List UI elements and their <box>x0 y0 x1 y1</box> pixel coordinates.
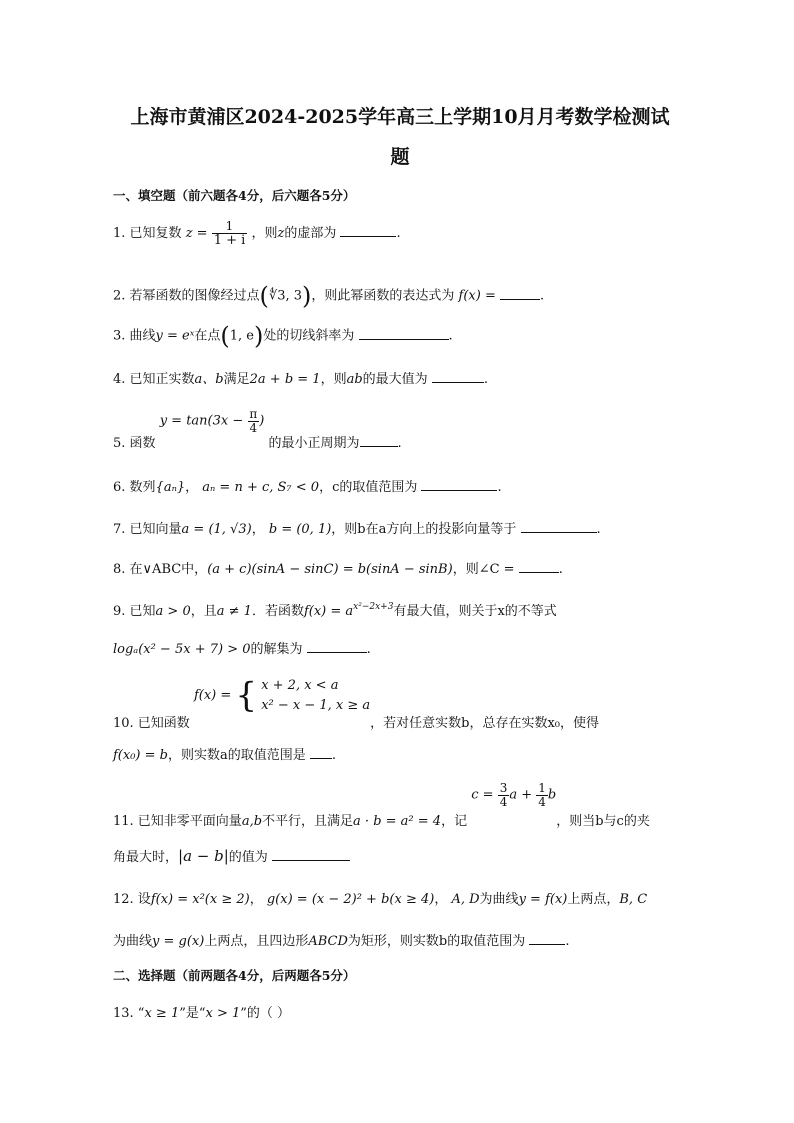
q2-paren-open: ( <box>259 282 269 310</box>
page-title: 上海市黄浦区2024-2025学年高三上学期10月月考数学检测试 <box>130 106 670 128</box>
question-9-line2 <box>113 638 371 657</box>
question-12 <box>113 888 647 907</box>
q6-end: . <box>497 480 502 495</box>
q11-line2-post: 的值为 <box>228 850 268 865</box>
q12-mid: 为曲线 <box>479 892 519 907</box>
q11-vectors: a,b <box>241 813 263 829</box>
q1-end: . <box>396 226 401 242</box>
question-9 <box>113 600 557 619</box>
q12-yf: y = f(x) <box>518 892 568 907</box>
q4-cond: 2a + b = 1 <box>249 372 321 387</box>
question-7 <box>113 518 601 537</box>
q9-post2: 的解集为 <box>250 642 303 657</box>
q6-prefix: 6. 数列 <box>113 480 156 495</box>
question-6 <box>113 476 502 495</box>
q6-cond: aₙ = n + c, S₇ < 0 <box>202 480 320 495</box>
q10-line2-expr: f(x₀) = b <box>113 748 168 763</box>
q7-end: . <box>596 522 601 537</box>
q5-prefix: 5. 函数 <box>113 435 156 451</box>
q7-vector-b: b = (0, 1) <box>268 522 332 537</box>
question-13 <box>113 1002 290 1021</box>
q8-expr: (a + c)(sinA − sinC) = b(sinA − sinB) <box>207 562 453 577</box>
q1-fraction <box>212 220 248 247</box>
q11-abs: |a − b| <box>178 847 229 865</box>
q10-cases <box>261 676 370 715</box>
q12-sep2: ， <box>434 892 448 907</box>
q9-exponent: x²−2x+3 <box>353 602 394 612</box>
q3-paren-open: ( <box>220 322 230 350</box>
q4-prefix: 4. 已知正实数 <box>113 372 195 387</box>
q11-tail: ，则当b与c的夹 <box>556 813 650 829</box>
q13-cond2: x > 1 <box>205 1006 241 1021</box>
q13-prefix: 13. “ <box>113 1006 145 1021</box>
q9-end: . <box>366 642 371 657</box>
q8-post: ，则∠C = <box>452 562 515 577</box>
answer-blank <box>310 746 332 759</box>
q12-AD: A, D <box>451 892 480 907</box>
q2-point: ∜3, 3 <box>268 288 303 304</box>
question-5 <box>113 407 402 451</box>
answer-blank <box>272 848 350 861</box>
q11-frac1-den: 4 <box>499 794 508 809</box>
answer-blank <box>307 640 367 653</box>
q11-frac1 <box>498 782 510 808</box>
q12-prefix: 12. 设 <box>113 892 151 907</box>
answer-blank <box>432 370 484 383</box>
section-heading-choice: 二、选择题（前两题各4分，后两题各5分） <box>113 968 356 983</box>
question-10 <box>113 675 600 731</box>
q11-frac2 <box>536 782 548 808</box>
answer-blank <box>500 287 540 300</box>
q3-end: . <box>448 328 453 344</box>
answer-blank <box>359 327 449 340</box>
q11-c: c = <box>471 787 494 803</box>
q4-vars: a、b <box>194 372 224 387</box>
q11-frac2-num: 1 <box>538 781 546 795</box>
q4-ab: ab <box>346 372 363 387</box>
q13-cond1: x ≥ 1 <box>144 1006 180 1021</box>
q5-post: 的最小正周期为 <box>268 435 360 451</box>
q11-mid2: ，记 <box>441 813 468 829</box>
q9-cond1: a > 0 <box>155 604 191 619</box>
q1-numerator: 1 <box>225 219 234 233</box>
q9-func: f(x) = a <box>303 604 354 619</box>
q5-four: 4 <box>249 420 258 435</box>
q13-mid: ”是“ <box>179 1006 206 1021</box>
q11-prefix: 11. 已知非零平面向量 <box>113 813 242 829</box>
q3-paren-close: ) <box>253 322 264 350</box>
q12-f: f(x) = x²(x ≥ 2) <box>150 892 250 907</box>
q3-point: 1, e <box>229 328 254 344</box>
q5-fraction <box>247 408 259 434</box>
question-11-line2 <box>113 846 350 865</box>
q10-end: . <box>331 748 337 763</box>
q2-mid: ，则此幂函数的表达式为 <box>311 288 455 304</box>
q12-g: g(x) = (x − 2)² + b(x ≥ 4) <box>266 892 435 907</box>
q12-end: . <box>565 934 570 949</box>
q3-expr: y = eˣ <box>155 328 195 344</box>
q11-frac2-den: 4 <box>538 794 546 809</box>
question-11: 11. 已知非零平面向量a,b不平行，且满足a · b = a² = 4，记 c = $\frac{3}{4}$ a + $\frac{1}{4}$ b，则当b与c的夹 <box>113 781 650 829</box>
q1-mid: ，则 <box>251 226 278 242</box>
answer-blank <box>521 520 597 533</box>
q5-close: ) <box>259 413 265 429</box>
answer-blank <box>529 932 565 945</box>
q2-end: . <box>540 288 545 304</box>
q9-log: logₐ(x² − 5x + 7) > 0 <box>113 642 251 657</box>
q6-seq: {aₙ} <box>155 480 186 495</box>
q3-post: 处的切线斜率为 <box>263 328 355 344</box>
question-3 <box>113 322 453 350</box>
q9-post: 有最大值，则关于x的不等式 <box>393 604 557 619</box>
q9-mid2: ．若函数 <box>251 604 304 619</box>
question-8 <box>113 558 563 577</box>
question-1 <box>113 220 401 247</box>
q12-mid2: 上两点， <box>567 892 620 907</box>
q12-line2-pre: 为曲线 <box>113 934 153 949</box>
q9-prefix: 9. 已知 <box>113 604 156 619</box>
q5-end: . <box>397 435 402 451</box>
answer-blank <box>360 434 398 447</box>
q1-post: 的虚部为 <box>284 226 337 242</box>
question-2 <box>113 282 544 310</box>
q4-post2: 的最大值为 <box>362 372 428 387</box>
q10-brace: { <box>235 675 258 716</box>
section-heading-fill-in: 一、填空题（前六题各4分，后六题各5分） <box>113 188 356 203</box>
q1-var: z <box>277 226 285 242</box>
q2-paren-close: ) <box>302 282 312 310</box>
q1-denominator: 1 + i <box>213 232 246 248</box>
answer-blank <box>421 478 497 491</box>
answer-blank <box>519 560 559 573</box>
q10-post2: ，则实数a的取值范围是 <box>167 748 306 763</box>
q7-vector-a: a = (1, √3) <box>181 522 252 537</box>
q11-frac1-num: 3 <box>499 781 508 795</box>
q7-prefix: 7. 已知向量 <box>113 522 182 537</box>
q1-lhs: z = <box>185 226 208 242</box>
q12-line2-mid: 上两点，且四边形 <box>204 934 309 949</box>
q7-sep: ， <box>251 522 265 537</box>
q12-yg: y = g(x) <box>152 934 205 949</box>
q9-cond2: a ≠ 1 <box>216 604 252 619</box>
q8-end: . <box>558 562 563 577</box>
q11-mid: 不平行，且满足 <box>262 813 354 829</box>
q2-expr: f(x) = <box>458 288 496 304</box>
q12-abcd: ABCD <box>308 934 348 949</box>
q4-post: ，则 <box>320 372 347 387</box>
q1-prefix: 1. 已知复数 <box>113 226 182 242</box>
question-12-line2 <box>113 930 570 949</box>
q7-post: ，则b在a方向上的投影向量等于 <box>331 522 517 537</box>
q8-prefix: 8. 在∨ABC中， <box>113 562 208 577</box>
q3-mid: 在点 <box>194 328 221 344</box>
q12-BC: B, C <box>619 892 648 907</box>
q4-end: . <box>483 372 488 387</box>
q4-mid: 满足 <box>223 372 250 387</box>
q6-comma: ， <box>185 480 199 495</box>
q9-mid1: ，且 <box>190 604 217 619</box>
q12-sep: ， <box>249 892 263 907</box>
q6-post: ，c的取值范围为 <box>319 480 418 495</box>
q10-prefix: 10. 已知函数 <box>113 716 190 731</box>
q10-case1: x + 2, x < a <box>261 678 339 693</box>
q11-line2-pre: 角最大时， <box>113 850 179 865</box>
q13-post: ”的（ ） <box>240 1006 291 1021</box>
q2-prefix: 2. 若幂函数的图像经过点 <box>113 288 260 304</box>
q3-prefix: 3. 曲线 <box>113 328 156 344</box>
question-10-line2 <box>113 744 336 763</box>
page-title-continued: 题 <box>390 146 410 168</box>
q10-case2: x² − x − 1, x ≥ a <box>261 697 371 713</box>
q5-expr: y = tan(3x − <box>159 413 244 429</box>
q11-cond: a · b = a² = 4 <box>353 813 442 829</box>
q10-post: ，若对任意实数b，总存在实数x₀，使得 <box>370 716 600 731</box>
q5-pi: π <box>249 407 258 421</box>
answer-blank <box>340 224 396 237</box>
question-4 <box>113 368 488 387</box>
q12-line2-post: 为矩形，则实数b的取值范围为 <box>347 934 526 949</box>
q10-func: f(x) = <box>193 688 232 703</box>
